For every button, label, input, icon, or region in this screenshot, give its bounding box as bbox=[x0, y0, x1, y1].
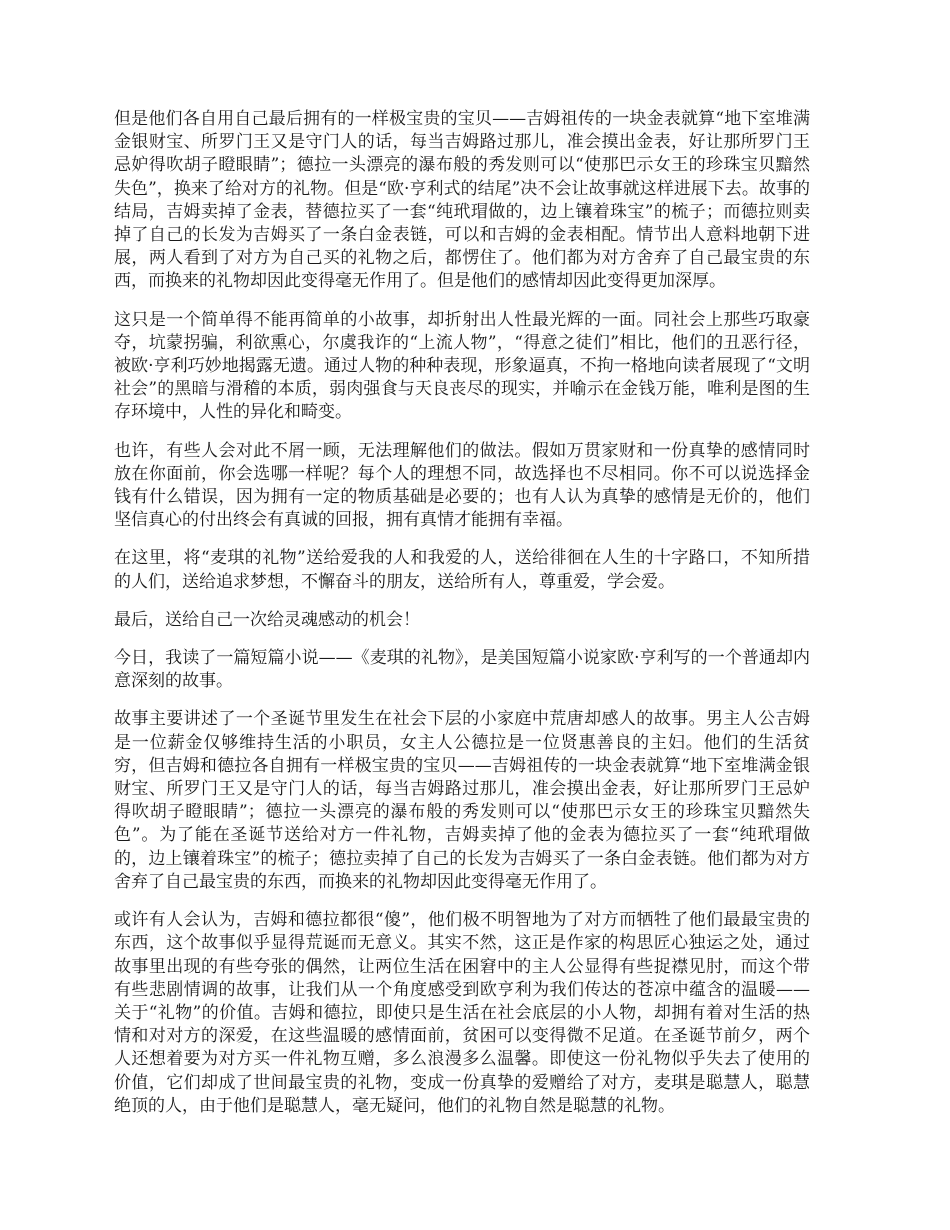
paragraph: 故事主要讲述了一个圣诞节里发生在社会下层的小家庭中荒唐却感人的故事。男主人公吉姆是一位薪金仅够维持生活的小职员，女主人公德拉是一位贤惠善良的主妇。他们的生活贫穷，但吉姆和德拉各自拥有一样极宝贵的宝贝——吉姆祖传的一块金表就算“地下室堆满金银财宝、所罗门王又是守门人的话，每当吉姆路过那儿，准会摸出金表，好让那所罗门王忌妒得吹胡子瞪眼睛”；德拉一头漂亮的瀑布般的秀发则可以“使那巴示女王的珍珠宝贝黯然失色”。为了能在圣诞节送给对方一件礼物，吉姆卖掉了他的金表为德拉买了一套“纯玳瑁做的，边上镶着珠宝”的梳子；德拉卖掉了自己的长发为吉姆买了一条白金表链。他们都为对方舍弃了自己最宝贵的东西，而换来的礼物却因此变得毫无作用了。 bbox=[114, 709, 810, 892]
paragraph: 今日，我读了一篇短篇小说——《麦琪的礼物》，是美国短篇小说家欧·亨利写的一个普通却内意深刻的故事。 bbox=[114, 648, 810, 692]
paragraph: 或许有人会认为，吉姆和德拉都很“傻”，他们极不明智地为了对方而牺牲了他们最最宝贵的东西，这个故事似乎显得荒诞而无意义。其实不然，这正是作家的构思匠心独运之处，通过故事里出现的有些夸张的偶然，让两位生活在困窘中的主人公显得有些捉襟见肘，而这个带有些悲剧情调的故事，让我们从一个角度感受到欧亨利为我们传达的苍凉中蕴含的温暖——关于“礼物”的价值。吉姆和德拉，即使只是生活在社会底层的小人物，却拥有着对生活的热情和对对方的深爱，在这些温暖的感情面前，贫困可以变得微不足道。在圣诞节前夕，两个人还想着要为对方买一件礼物互赠，多么浪漫多么温馨。即使这一份礼物似乎失去了使用的价值，它们却成了世间最宝贵的礼物，变成一份真挚的爱赠给了对方，麦琪是聪慧人，聪慧绝顶的人，由于他们是聪慧人，毫无疑问，他们的礼物自然是聪慧的礼物。 bbox=[114, 910, 810, 1116]
paragraph: 但是他们各自用自己最后拥有的一样极宝贵的宝贝——吉姆祖传的一块金表就算“地下室堆满金银财宝、所罗门王又是守门人的话，每当吉姆路过那儿，准会摸出金表，好让那所罗门王忌妒得吹胡子瞪眼睛”；德拉一头漂亮的瀑布般的秀发则可以“使那巴示女王的珍珠宝贝黯然失色”，换来了给对方的礼物。但是“欧·亨利式的结尾”决不会让故事就这样进展下去。故事的结局，吉姆卖掉了金表，替德拉买了一套“纯玳瑁做的，边上镶着珠宝”的梳子；而德拉则卖掉了自己的长发为吉姆买了一条白金表链，可以和吉姆的金表相配。情节出人意料地朝下进展，两人看到了对方为自己买的礼物之后，都愣住了。他们都为对方舍弃了自己最宝贵的东西，而换来的礼物却因此变得毫无作用了。但是他们的感情却因此变得更加深厚。 bbox=[114, 109, 810, 292]
paragraph: 也许，有些人会对此不屑一顾，无法理解他们的做法。假如万贯家财和一份真挚的感情同时放在你面前，你会选哪一样呢？每个人的理想不同，故选择也不尽相同。你不可以说选择金钱有什么错误，因为拥有一定的物质基础是必要的；也有人认为真挚的感情是无价的，他们坚信真心的付出终会有真诚的回报，拥有真情才能拥有幸福。 bbox=[114, 440, 810, 531]
paragraph: 最后，送给自己一次给灵魂感动的机会！ bbox=[114, 609, 420, 630]
paragraph: 这只是一个简单得不能再简单的小故事，却折射出人性最光辉的一面。同社会上那些巧取豪夺，坑蒙拐骗，利欲熏心，尔虞我诈的“上流人物”，“得意之徒们”相比，他们的丑恶行径，被欧·亨利巧妙地揭露无遗。通过人物的种种表现，形象逼真，不拘一格地向读者展现了“文明社会”的黑暗与滑稽的本质，弱肉强食与天良丧尽的现实，并喻示在金钱万能，唯利是图的生存环境中，人性的异化和畸变。 bbox=[114, 309, 810, 423]
paragraph: 在这里，将“麦琪的礼物”送给爱我的人和我爱的人，送给徘徊在人生的十字路口，不知所措的人们，送给追求梦想，不懈奋斗的朋友，送给所有人，尊重爱，学会爱。 bbox=[114, 548, 810, 592]
